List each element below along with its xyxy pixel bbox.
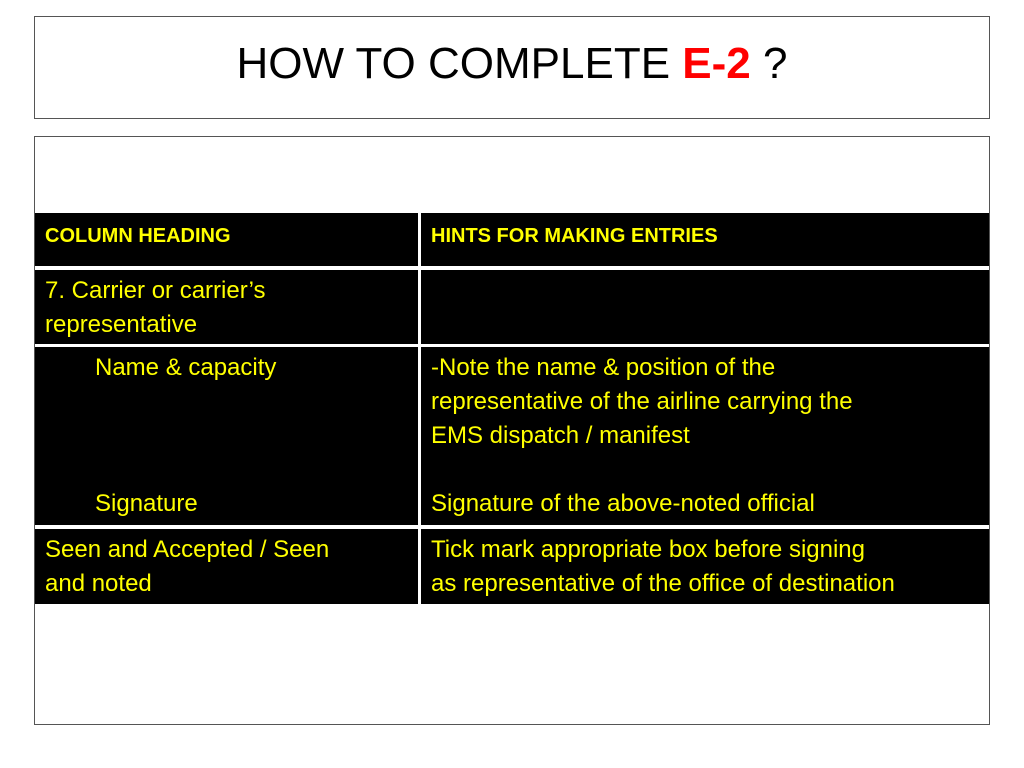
header-column-heading-label: COLUMN HEADING (45, 225, 231, 247)
header-hints (421, 213, 989, 266)
title-prefix: HOW TO COMPLETE (236, 38, 683, 88)
header-column-heading (35, 213, 418, 266)
header-hints-label: HINTS FOR MAKING ENTRIES (431, 225, 718, 247)
title-accent: E-2 (682, 38, 751, 88)
title-suffix: ? (750, 38, 788, 88)
row2-col2-signature: Signature of the above-noted official (431, 490, 815, 517)
row3-col2-line2: as representative of the office of destination (431, 570, 895, 597)
row3-col1 (35, 529, 418, 604)
title-box (34, 16, 990, 119)
row1-col1-line1: 7. Carrier or carrier’s (45, 277, 266, 304)
row2-col1-signature: Signature (95, 490, 198, 517)
row2-col2-line3: EMS dispatch / manifest (431, 422, 690, 449)
row1-col1 (35, 270, 418, 344)
row3-col2-line1: Tick mark appropriate box before signing (431, 536, 865, 563)
row2-col2-line2: representative of the airline carrying the (431, 388, 853, 415)
row2-col2-line1: -Note the name & position of the (431, 354, 776, 381)
row2-col2 (421, 347, 989, 525)
row2-col1 (35, 347, 418, 525)
row1-col1-line2: representative (45, 311, 198, 338)
row2-col1-name: Name & capacity (95, 354, 277, 381)
row3-col1-line2: and noted (45, 570, 152, 597)
row3-col1-line1: Seen and Accepted / Seen (45, 536, 330, 563)
row3-col2 (421, 529, 989, 604)
slide-title (237, 39, 788, 89)
row1-col2 (421, 270, 989, 344)
